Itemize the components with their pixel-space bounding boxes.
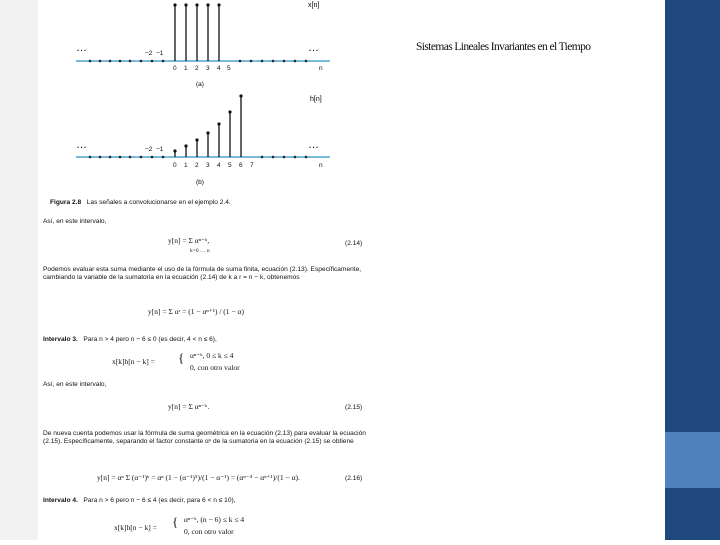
interval-3-case-1: αⁿ⁻ᵏ, 0 ≤ k ≤ 4 [190,351,234,360]
svg-text:0: 0 [173,65,177,72]
interval-4-heading [43,497,371,505]
plot-b-signal-label: h[n] [310,96,322,103]
plot-b-sublabel: (b) [196,179,204,186]
svg-text:2: 2 [195,162,199,169]
right-accent-band [665,0,720,540]
svg-text:7: 7 [250,162,254,169]
equation-2-14: y[n] = Σ αⁿ⁻ᵏ, [168,236,210,245]
interval-4-lhs: x[k]h[n − k] = [114,523,157,532]
svg-text:−2: −2 [145,50,153,57]
paragraph-3: Así, en este intervalo, [43,381,107,388]
equation-finite-sum: y[n] = Σ αʳ = (1 − αⁿ⁺¹) / (1 − α) [148,307,244,316]
svg-text:3: 3 [206,65,210,72]
interval-4-case-2: 0, con otro valor [184,527,234,536]
svg-text:−2: −2 [145,146,153,153]
paragraph-2: Podemos evaluar esta suma mediante el uso de la fórmula de suma finita, ecuación (2.13). Específicamente, cambiando la variable de la sumatoria en la ecuación (2.14) de k a r = n − k, obtenemos [43,266,362,282]
figure-caption [50,199,378,207]
interval-3-brace: { [178,350,185,365]
svg-text:−1: −1 [156,50,164,57]
interval-3-heading [43,336,371,344]
interval-3-label: Intervalo 3. [43,336,78,343]
accent-band-top [665,0,720,432]
interval-4-label: Intervalo 4. [43,497,78,504]
svg-text:n: n [319,65,323,72]
equation-2-14-limits: k=0 … n [190,248,210,254]
plot-a-ellipsis-left: … [76,42,87,54]
interval-3-lhs: x[k]h[n − k] = [112,357,155,366]
plot-a-stems [175,5,219,61]
svg-text:4: 4 [217,65,221,72]
accent-band-middle [665,432,720,488]
svg-text:n: n [319,162,323,169]
plot-b-ellipsis-right: … [308,139,319,151]
plot-a [76,2,330,88]
plot-b [76,94,330,186]
svg-text:2: 2 [195,65,199,72]
svg-text:6: 6 [239,162,243,169]
interval-4-condition: Para n > 6 pero n − 6 ≤ 4 (es decir, para 6 < n ≤ 10), [83,497,236,504]
svg-text:−1: −1 [156,146,164,153]
equation-2-15-number: (2.15) [345,404,363,411]
left-gutter [0,0,38,540]
plot-a-sublabel: (a) [196,81,204,88]
slide-title: Sistemas Lineales Invariantes en el Tiempo [416,41,591,53]
equation-2-16-number: (2.16) [345,475,363,482]
equation-2-14-number: (2.14) [345,240,363,247]
equation-2-16: y[n] = αⁿ Σ (α⁻¹)ᵏ = αⁿ (1 − (α⁻¹)⁵)/(1 − α⁻¹) = (αⁿ⁻⁴ − αⁿ⁺¹)/(1 − α). [97,473,300,482]
paragraph-1: Así, en este intervalo, [43,218,107,225]
figure-caption-label: Figura 2.8 [50,199,82,206]
plot-a-signal-label: x[n] [308,2,320,9]
svg-text:5: 5 [228,162,232,169]
plot-b-stems [175,96,241,157]
interval-3-case-2: 0, con otro valor [190,363,240,372]
svg-text:0: 0 [173,162,177,169]
plot-b-ellipsis-left: … [76,139,87,151]
accent-band-bottom [665,488,720,540]
svg-text:4: 4 [217,162,221,169]
paragraph-4: De nueva cuenta podemos usar la fórmula de suma geométrica en la ecuación (2.13) para evaluar la ecuación (2.15). Específicamente, separando el factor constante αⁿ de la sumatoria en la ecuación (2.15) se obtiene [43,430,366,446]
svg-text:5: 5 [227,65,231,72]
interval-4-brace: { [172,514,179,529]
plot-a-stem-tips [173,3,220,6]
equation-2-15: y[n] = Σ αⁿ⁻ᵏ. [168,402,210,411]
plot-a-ellipsis-right: … [308,42,319,54]
svg-text:1: 1 [184,65,188,72]
figure-caption-text: Las señales a convolucionarse en el ejemplo 2.4. [86,199,231,206]
interval-4-case-1: αⁿ⁻ᵏ, (n − 6) ≤ k ≤ 4 [184,515,245,524]
svg-text:3: 3 [206,162,210,169]
interval-3-condition: Para n > 4 pero n − 6 ≤ 0 (es decir, 4 < n ≤ 6), [83,336,217,343]
svg-text:1: 1 [184,162,188,169]
